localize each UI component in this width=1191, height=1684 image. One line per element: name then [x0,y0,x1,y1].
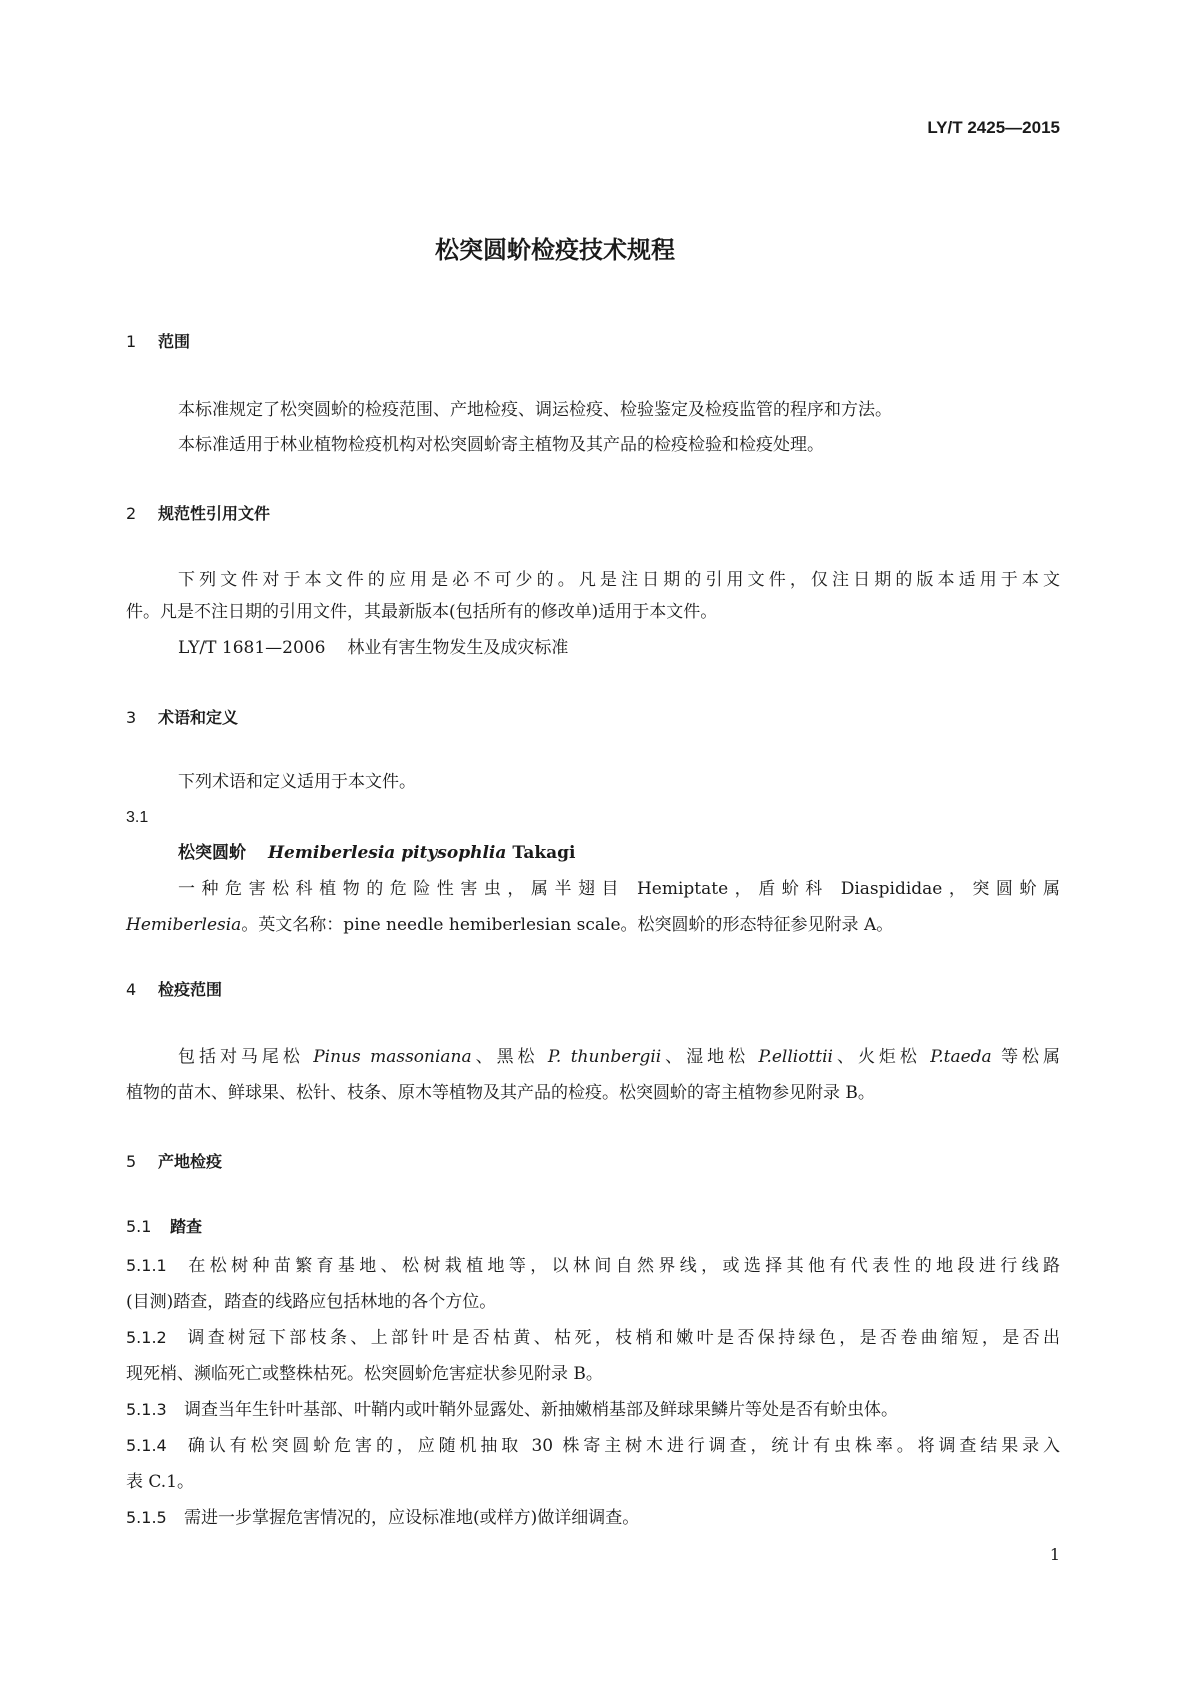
clause-text: 需进一步掌握危害情况的，应设标准地(或样方)做详细调查。 [184,1508,640,1528]
clause-text: (目测)踏查，踏查的线路应包括林地的各个方位。 [126,1292,497,1312]
section-3-heading [126,707,1060,729]
section-title: 规范性引用文件 [158,504,271,523]
species-name: P.elliottii [758,1047,833,1067]
clause-5-1-2 [126,1327,1060,1349]
section-title: 范围 [158,332,191,351]
species-name: P. thunbergii [547,1047,662,1067]
subsection-5-1-heading [126,1216,1060,1238]
clause-text: 确认有松突圆蚧危害的，应随机抽取 30 株寄主树木进行调查，统计有虫株率。将调查结果录入 [184,1436,1060,1456]
genus-name: Hemiberlesia [126,915,242,935]
clause-number: 5.1.3 [126,1400,167,1419]
section-number: 3 [126,708,137,727]
section-number: 5 [126,1152,137,1171]
term-latin: Hemiberlesia pitysophlia [268,843,507,863]
paragraph: 件。凡是不注日期的引用文件，其最新版本(包括所有的修改单)适用于本文件。 [126,602,718,622]
reference-title: 林业有害生物发生及成灾标准 [347,638,569,658]
normative-reference [178,637,1060,659]
section-number: 4 [126,980,137,999]
section-title: 产地检疫 [158,1152,223,1171]
species-name: Pinus massoniana [313,1047,472,1067]
clause-text: 在松树种苗繁育基地、松树栽植地等，以林间自然界线，或选择其他有代表性的地段进行线路 [184,1256,1060,1276]
paragraph: 下列术语和定义适用于本文件。 [178,772,416,792]
section-title: 检疫范围 [158,980,223,999]
clause-5-1-4 [126,1435,1060,1457]
paragraph: 本标准规定了松突圆蚧的检疫范围、产地检疫、调运检疫、检验鉴定及检疫监管的程序和方法。 [178,400,892,420]
paragraph: 植物的苗木、鲜球果、松针、枝条、原木等植物及其产品的检疫。松突圆蚧的寄主植物参见附录 B。 [126,1083,875,1103]
section-5-heading [126,1151,1060,1173]
clause-number: 5.1.4 [126,1436,167,1455]
section-1-heading [126,331,1060,353]
clause-number: 5.1.2 [126,1328,167,1347]
species-name: P.taeda [930,1047,992,1067]
reference-code: LY/T 1681—2006 [178,638,326,658]
clause-text: 表 C.1。 [126,1472,195,1492]
text: 、黑松 [471,1047,548,1067]
clause-5-1-1 [126,1255,1060,1277]
clause-text: 调查当年生针叶基部、叶鞘内或叶鞘外显露处、新抽嫩梢基部及鲜球果鳞片等处是否有蚧虫体。 [184,1400,898,1420]
clause-number: 5.1.1 [126,1256,167,1275]
text: 、湿地松 [661,1047,759,1067]
section-title: 踏查 [170,1217,203,1236]
paragraph: 下列文件对于本文件的应用是必不可少的。凡是注日期的引用文件，仅注日期的版本适用于本文 [178,570,1060,590]
clause-5-1-5 [126,1507,1060,1529]
term-definition: 一种危害松科植物的危险性害虫，属半翅目 Hemiptate，盾蚧科 Diaspididae，突圆蚧属 [178,879,1060,899]
page-number: 1 [1049,1545,1060,1564]
term-number: 3.1 [126,809,149,826]
paragraph: 本标准适用于林业植物检疫机构对松突圆蚧寄主植物及其产品的检疫检验和检疫处理。 [178,435,824,455]
page-title: 松突圆蚧检疫技术规程 [435,236,675,264]
section-number: 5.1 [126,1217,152,1236]
clause-number: 5.1.5 [126,1508,167,1527]
text: 、火炬松 [833,1047,931,1067]
term-chinese: 松突圆蚧 [178,843,246,863]
section-4-heading [126,979,1060,1001]
clause-text: 现死梢、濒临死亡或整株枯死。松突圆蚧危害症状参见附录 B。 [126,1364,603,1384]
header-standard-code: LY/T 2425—2015 [927,118,1060,137]
term-definition [126,914,1060,936]
section-title: 术语和定义 [158,708,239,727]
definition-text: 。英文名称：pine needle hemiberlesian scale。松突圆蚧的形态特征参见附录 A。 [241,915,894,935]
term-heading [178,842,1060,864]
section-number: 1 [126,332,137,351]
paragraph [178,1046,1060,1068]
section-number: 2 [126,504,137,523]
clause-text: 调查树冠下部枝条、上部针叶是否枯黄、枯死，枝梢和嫩叶是否保持绿色，是否卷曲缩短，是否出 [184,1328,1060,1348]
clause-5-1-3 [126,1399,1060,1421]
term-author: Takagi [512,843,576,863]
text: 包括对马尾松 [178,1047,314,1067]
text: 等松属 [991,1047,1061,1067]
section-2-heading [126,503,1060,525]
